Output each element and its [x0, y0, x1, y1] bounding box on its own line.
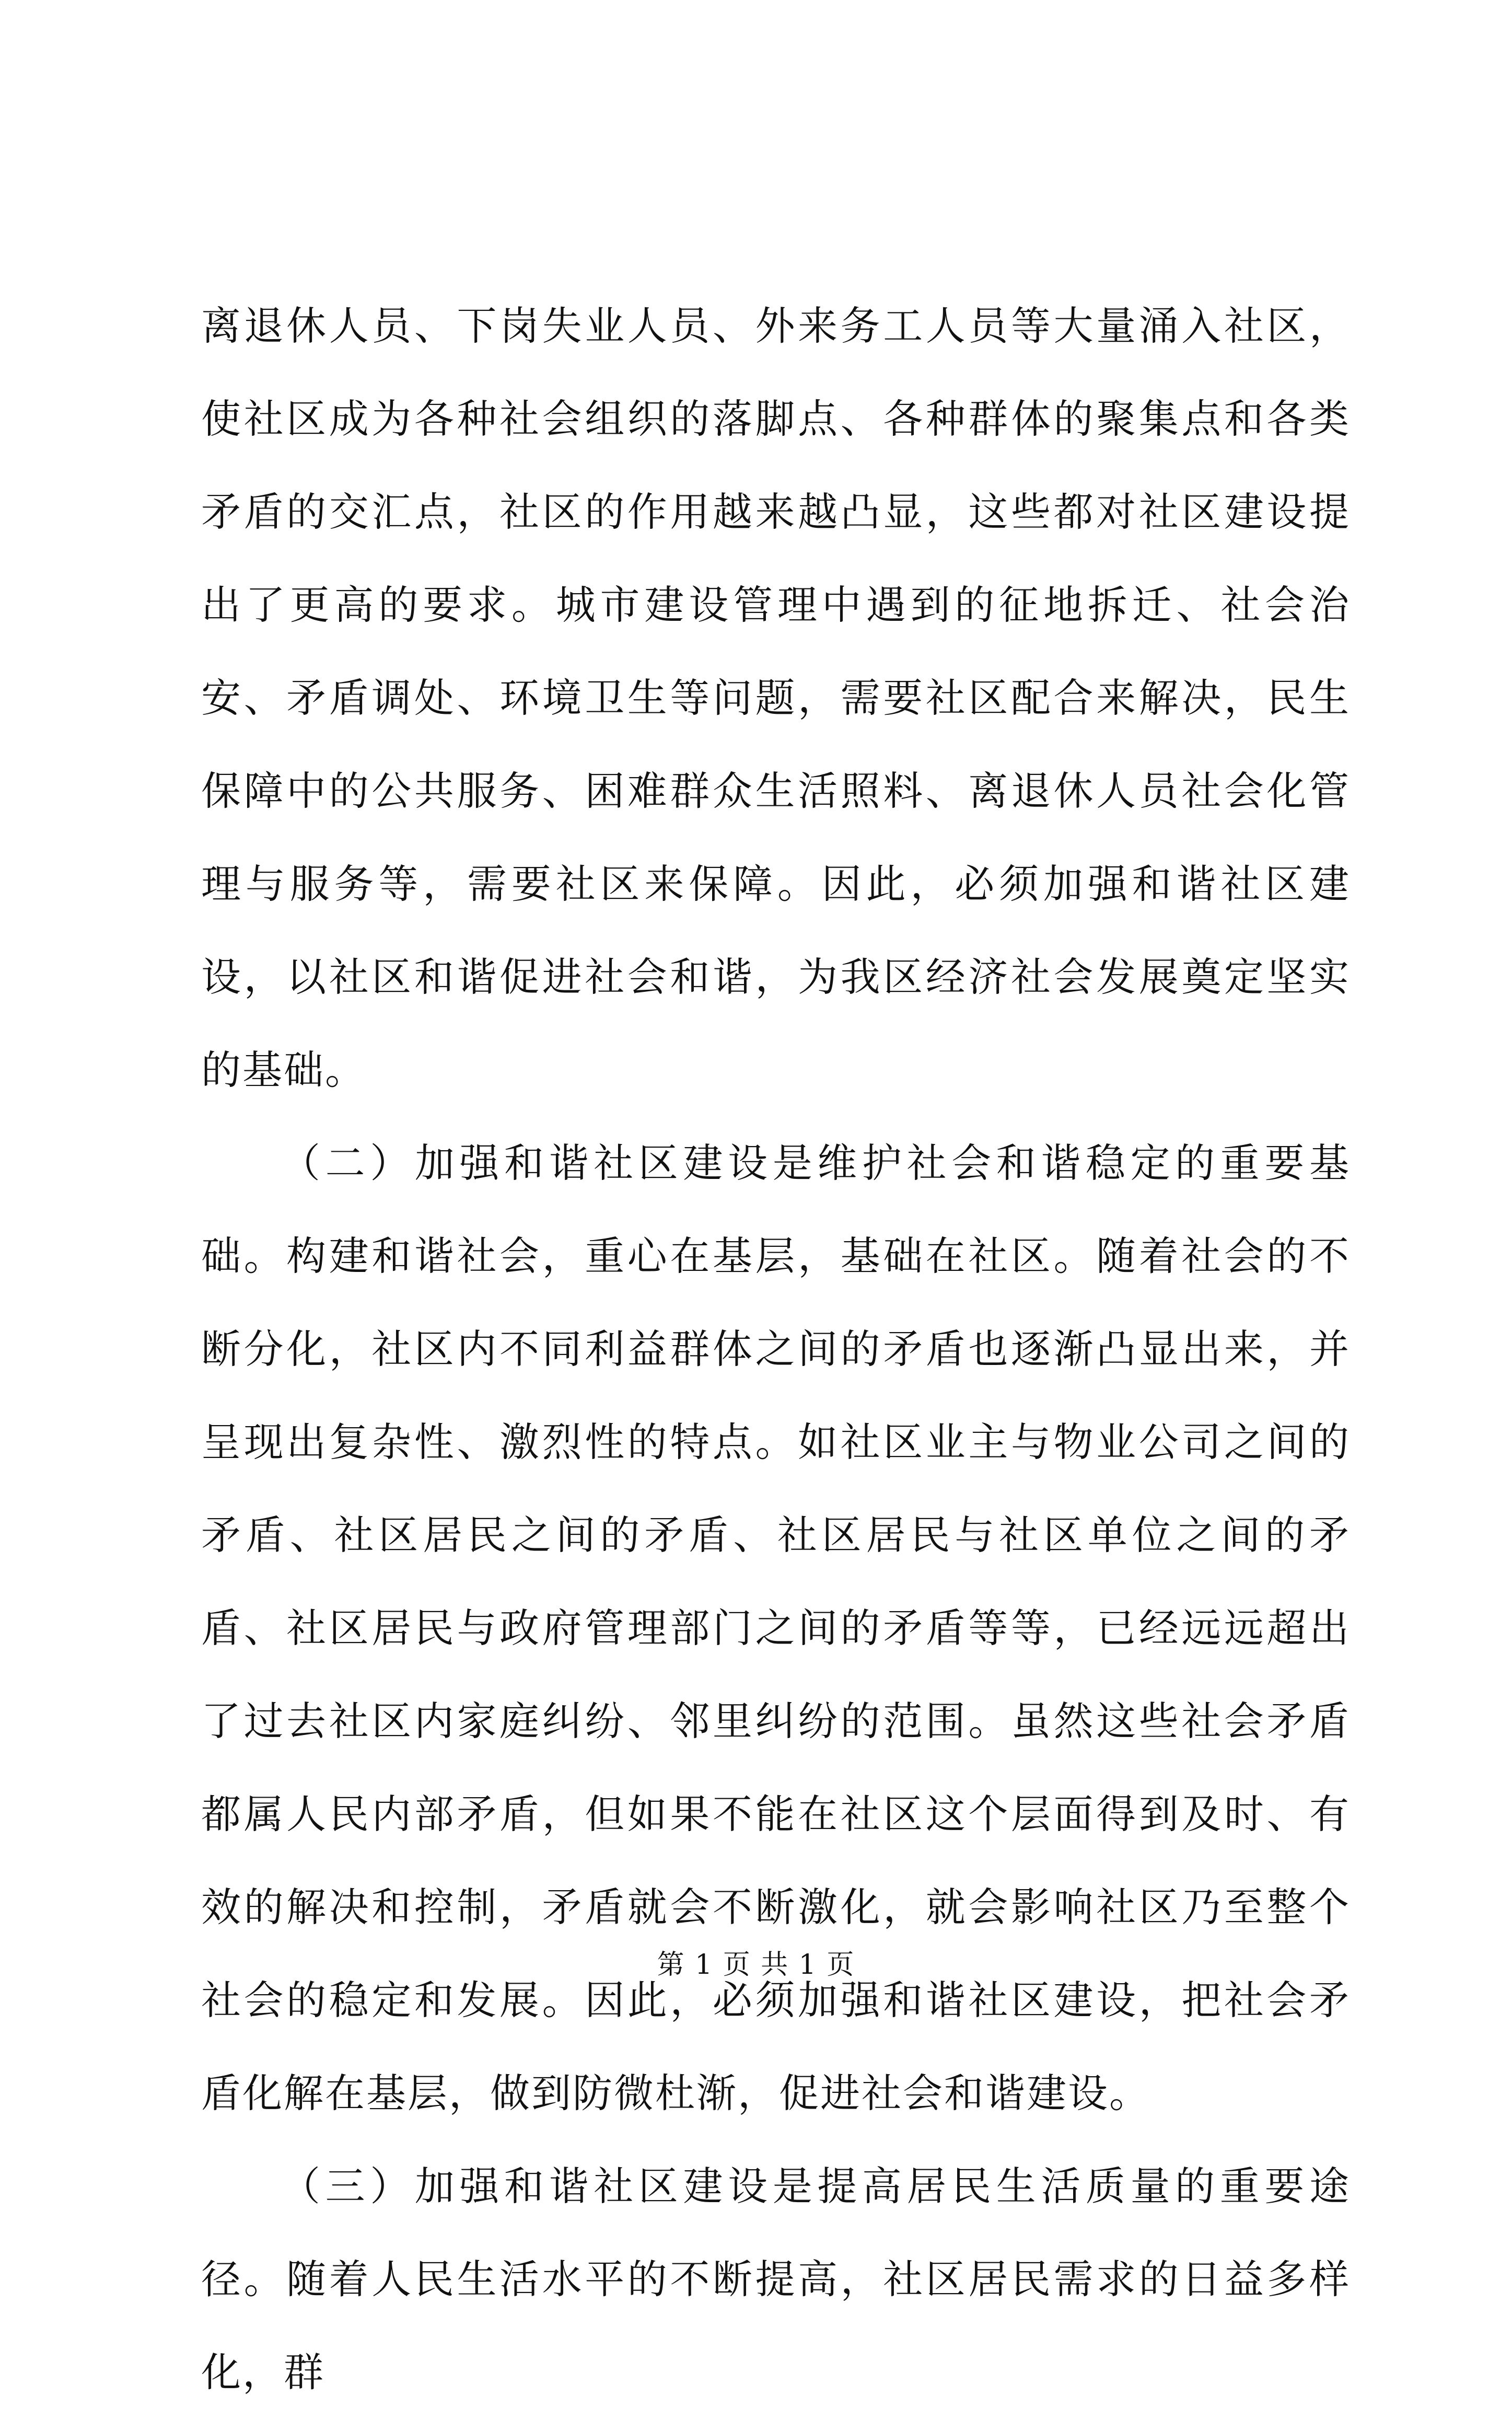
paragraph-continuation: 离退休人员、下岗失业人员、外来务工人员等大量涌入社区，使社区成为各种社会组织的落脚点、各种群体的聚集点和各类矛盾的交汇点，社区的作用越来越凸显，这些都对社区建设提出了更高的要求。城市建设管理中遇到的征地拆迁、社会治安、矛盾调处、环境卫生等问题，需要社区配合来解决，民生保障中的公共服务、困难群众生活照料、离退休人员社会化管理与服务等，需要社区来保障。因此，必须加强和谐社区建设，以社区和谐促进社会和谐，为我区经济社会发展奠定坚实的基础。: [201, 303, 1351, 1093]
document-body: [201, 280, 1351, 2419]
page-footer: 第 1 页 共 1 页: [657, 1949, 855, 1981]
paragraph-section-two: （二）加强和谐社区建设是维护社会和谐稳定的重要基础。构建和谐社会，重心在基层，基础在社区。随着社会的不断分化，社区内不同利益群体之间的矛盾也逐渐凸显出来，并呈现出复杂性、激烈性的特点。如社区业主与物业公司之间的矛盾、社区居民之间的矛盾、社区居民与社区单位之间的矛盾、社区居民与政府管理部门之间的矛盾等等，已经远远超出了过去社区内家庭纠纷、邻里纠纷的范围。虽然这些社会矛盾都属人民内部矛盾，但如果不能在社区这个层面得到及时、有效的解决和控制，矛盾就会不断激化，就会影响社区乃至整个社会的稳定和发展。因此，必须加强和谐社区建设，把社会矛盾化解在基层，做到防微杜渐，促进社会和谐建设。: [201, 1140, 1351, 2116]
paragraph-section-three: （三）加强和谐社区建设是提高居民生活质量的重要途径。随着人民生活水平的不断提高，社区居民需求的日益多样化，群: [201, 2163, 1351, 2395]
